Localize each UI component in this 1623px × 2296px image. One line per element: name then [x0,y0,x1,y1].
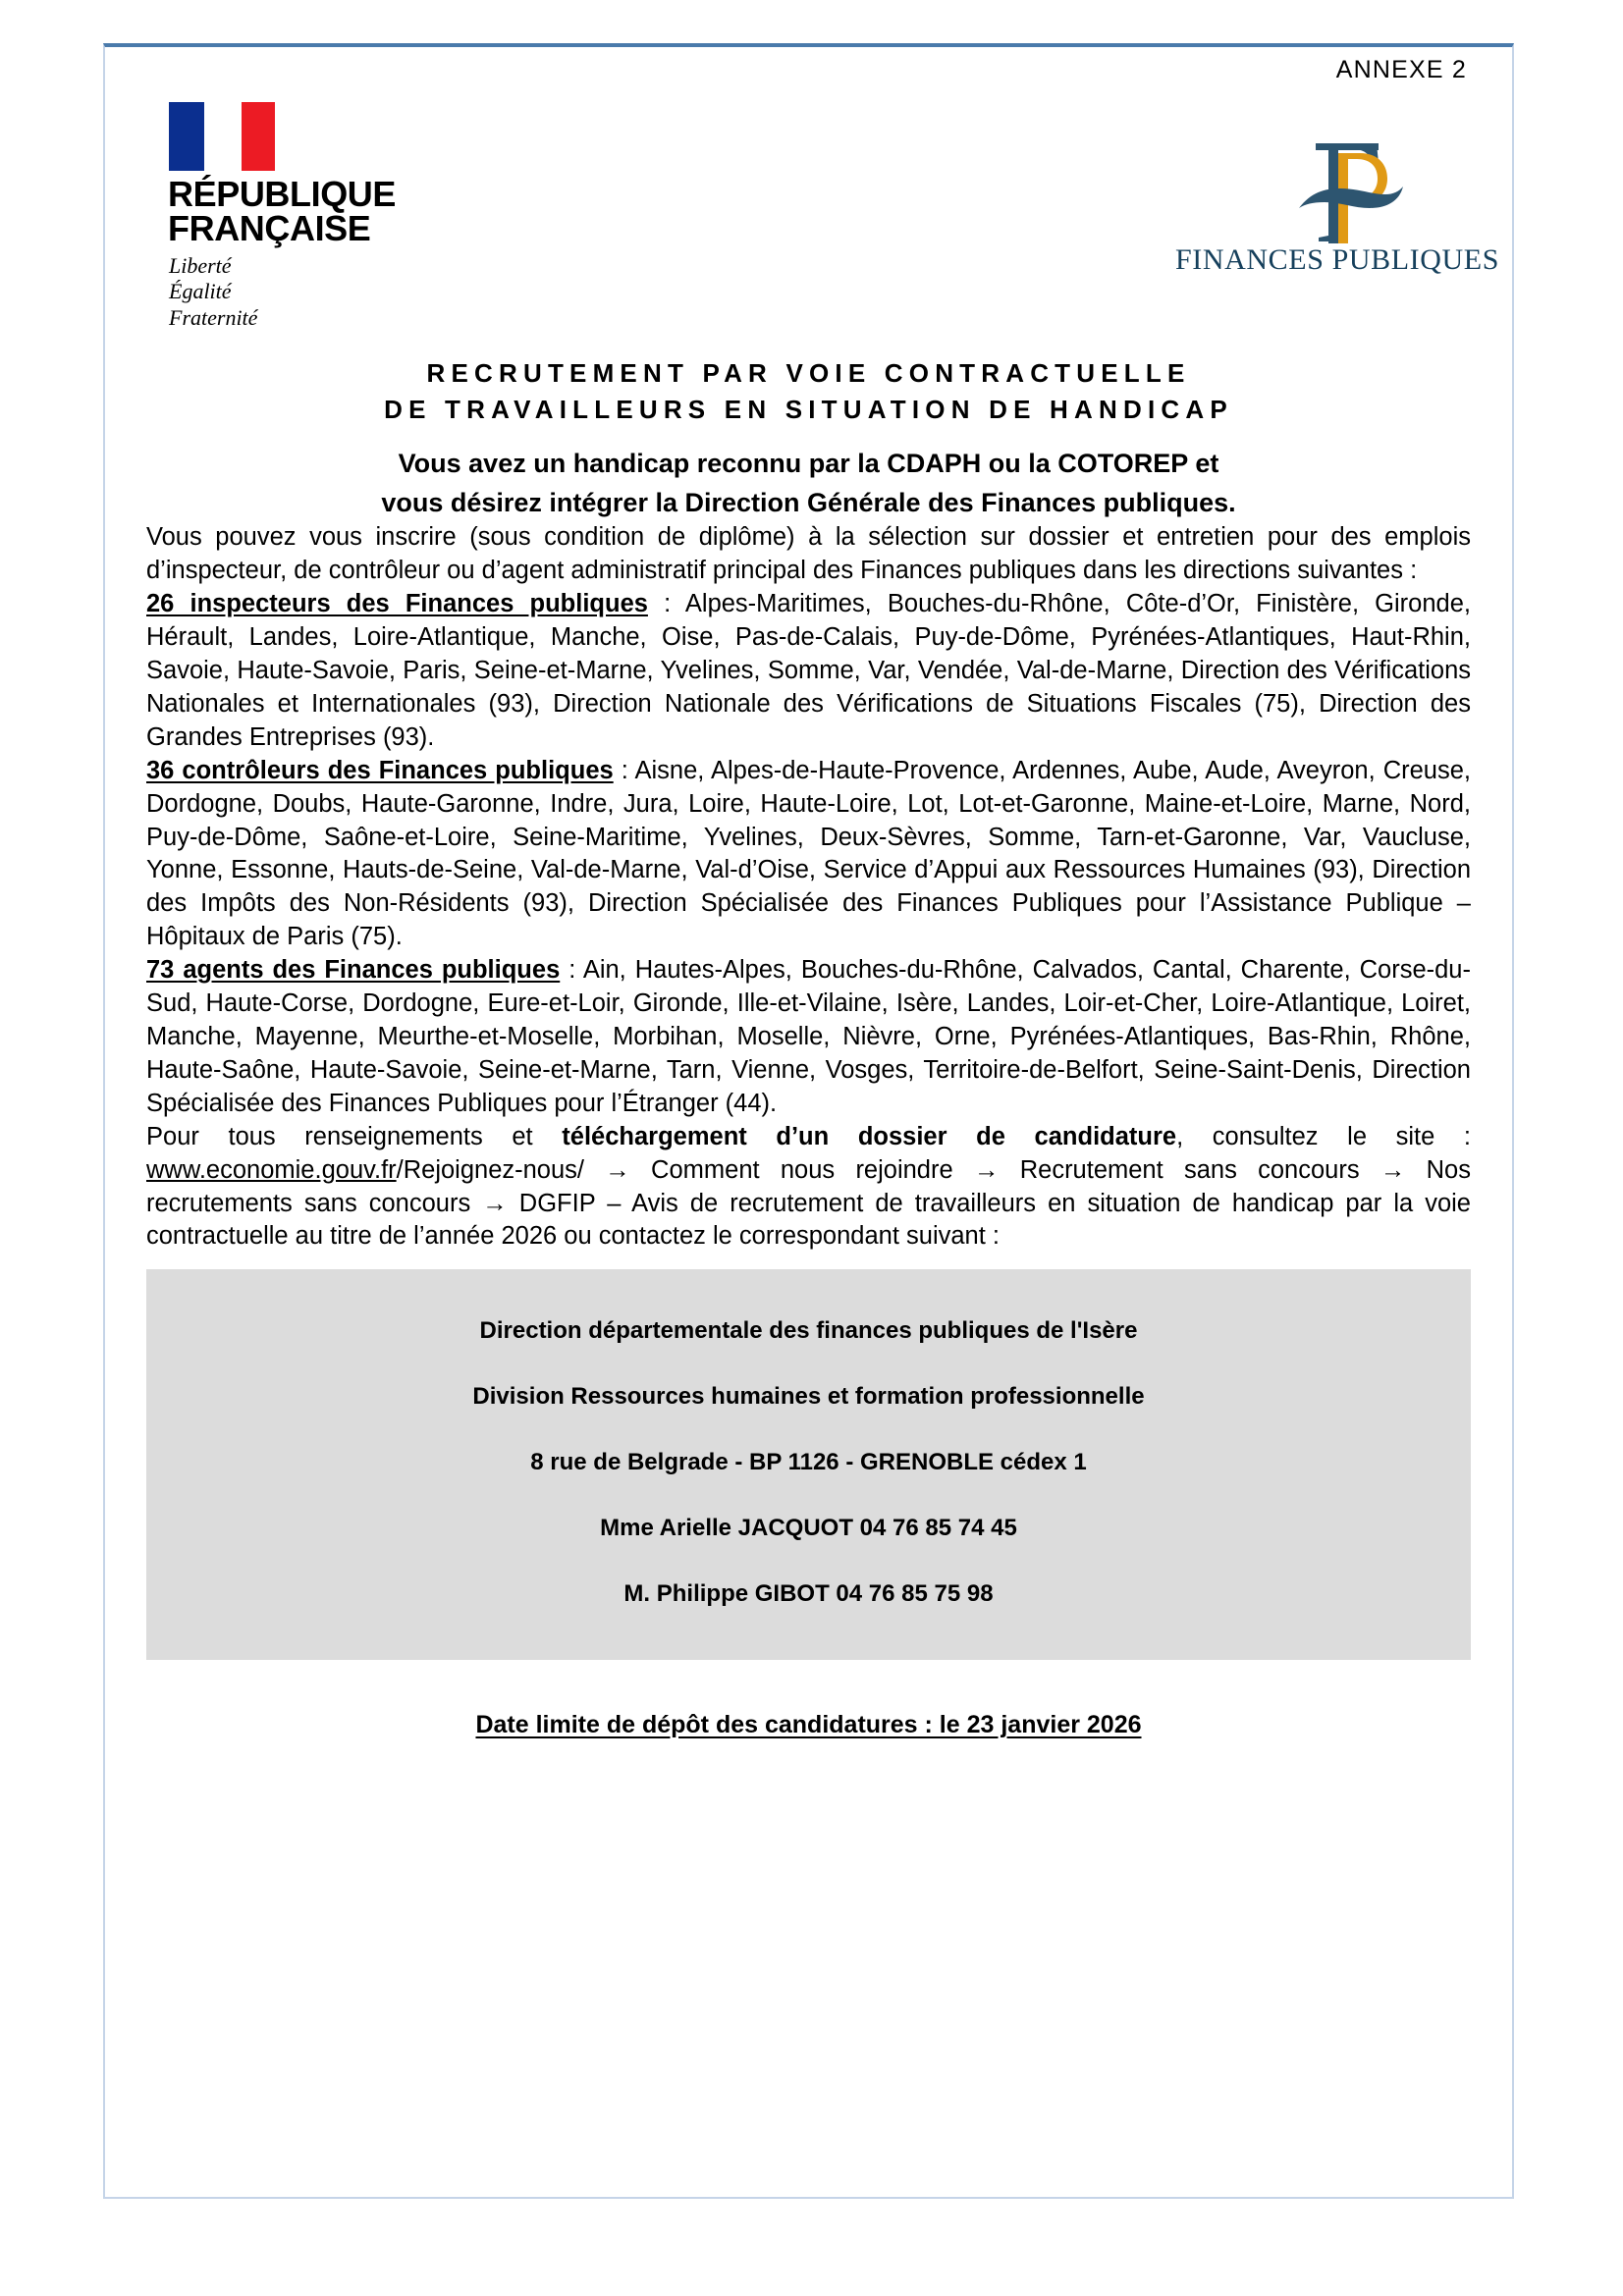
document-content [105,328,1512,1739]
document-title-block [146,355,1471,521]
flag-blue-band [169,102,204,171]
section-agents-separator: : [560,956,583,985]
title-line-2: DE TRAVAILLEURS EN SITUATION DE HANDICAP [384,394,1233,424]
economie-gouv-link[interactable]: www.economie.gouv.fr [146,1155,397,1184]
section-controleurs-separator: : [613,756,635,784]
contact-line-person-1: Mme Arielle JACQUOT 04 76 85 74 45 [600,1514,1017,1541]
contact-line-division: Division Ressources humaines et formation professionnelle [472,1383,1145,1411]
annexe-label: ANNEXE 2 [1335,56,1467,83]
subtitle-line-1: Vous avez un handicap reconnu par la CDAPH ou la COTOREP et [398,448,1219,478]
contact-line-direction: Direction départementale des finances publiques de l'Isère [479,1317,1138,1345]
site-paragraph-part3: /Rejoignez-nous/ → Comment nous rejoindre → Recrutement sans concours → Nos recrutements sans concours → DGFIP – Avis de recrutement de travailleurs en situation de handicap par la voie contractuelle au titre de l’année 2026 ou contactez le correspondant suivant : [146,1155,1471,1251]
fp-monogram-icon [1175,120,1499,247]
section-agents [146,954,1471,1121]
section-agents-list: Ain, Hautes-Alpes, Bouches-du-Rhône, Calvados, Cantal, Charente, Corse-du-Sud, Haute-Corse, Dordogne, Eure-et-Loir, Gironde, Ille-et-Vilaine, Isère, Landes, Loir-et-Cher, Loire-Atlantique, Loiret, Manche, Mayenne, Meurthe-et-Moselle, Morbihan, Moselle, Nièvre, Orne, Pyrénées-Atlantiques, Bas-Rhin, Rhône, Haute-Saône, Haute-Savoie, Seine-et-Marne, Tarn, Vienne, Vosges, Territoire-de-Belfort, Seine-Saint-Denis, Direction Spécialisée des Finances Publiques pour l’Étranger (44). [146,956,1471,1117]
republique-motto [169,253,459,332]
contact-box [146,1269,1471,1660]
motto-egalite: Égalité [169,279,232,304]
document-page-frame [103,43,1514,2199]
intro-paragraph: Vous pouvez vous inscrire (sous condition de diplôme) à la sélection sur dossier et entretien pour des emplois d’inspecteur, de contrôleur ou d’agent administratif principal des Finances publiques dans les directions suivantes : [146,523,1471,585]
french-flag-icon [169,102,275,171]
site-paragraph-part2: , consultez le site : [1176,1122,1472,1150]
logo-row [105,102,1512,331]
section-agents-lead: 73 agents des Finances publiques [146,956,561,985]
motto-liberte: Liberté [169,252,232,278]
finances-publiques-wordmark: FINANCES PUBLIQUES [1175,243,1500,276]
site-paragraph-bold: téléchargement d’un dossier de candidature [562,1122,1177,1150]
finances-publiques-logo [1175,120,1499,277]
republique-name-line1: RÉPUBLIQUE [168,174,397,214]
section-inspecteurs-list: Alpes-Maritimes, Bouches-du-Rhône, Côte-d’Or, Finistère, Gironde, Hérault, Landes, Loire-Atlantique, Manche, Oise, Pas-de-Calais, Puy-de-Dôme, Pyrénées-Atlantiques, Haut-Rhin, Savoie, Haute-Savoie, Paris, Seine-et-Marne, Yvelines, Somme, Var, Vendée, Val-de-Marne, Direction des Vérifications Nationales et Internationales (93), Direction Nationale des Vérifications de Situations Fiscales (75), Direction des Grandes Entreprises (93). [146,590,1471,751]
republique-name [168,174,459,249]
contact-line-address: 8 rue de Belgrade - BP 1126 - GRENOBLE cédex 1 [530,1448,1087,1475]
section-controleurs [146,755,1471,954]
title-line-1: RECRUTEMENT PAR VOIE CONTRACTUELLE [426,358,1191,388]
motto-fraternite: Fraternité [169,305,258,331]
flag-red-band [240,102,275,171]
section-controleurs-lead: 36 contrôleurs des Finances publiques [146,756,614,784]
subtitle-line-2: vous désirez intégrer la Direction Générale des Finances publiques. [381,487,1236,517]
site-paragraph [146,1121,1471,1255]
section-inspecteurs-lead: 26 inspecteurs des Finances publiques [146,590,648,618]
section-controleurs-list: Aisne, Alpes-de-Haute-Provence, Ardennes, Aube, Aude, Aveyron, Creuse, Dordogne, Doubs, Haute-Garonne, Indre, Jura, Loire, Haute-Loire, Lot, Lot-et-Garonne, Maine-et-Loire, Marne, Nord, Puy-de-Dôme, Saône-et-Loire, Seine-Maritime, Yvelines, Deux-Sèvres, Somme, Tarn-et-Garonne, Var, Vaucluse, Yonne, Essonne, Hauts-de-Seine, Val-de-Marne, Val-d’Oise, Service d’Appui aux Ressources Humaines (93), Direction des Impôts des Non-Résidents (93), Direction Spécialisée des Finances Publiques pour l’Assistance Publique – Hôpitaux de Paris (75). [146,756,1472,951]
contact-line-person-2: M. Philippe GIBOT 04 76 85 75 98 [623,1579,994,1607]
site-paragraph-part1: Pour tous renseignements et [146,1122,563,1150]
section-inspecteurs-separator: : [647,590,685,618]
republique-name-line2: FRANÇAISE [168,208,371,249]
flag-white-band [204,102,240,171]
deadline-notice: Date limite de dépôt des candidatures : le 23 janvier 2026 [475,1711,1142,1739]
section-inspecteurs [146,588,1471,755]
page-inner [105,47,1512,2197]
republique-francaise-logo [164,102,459,332]
